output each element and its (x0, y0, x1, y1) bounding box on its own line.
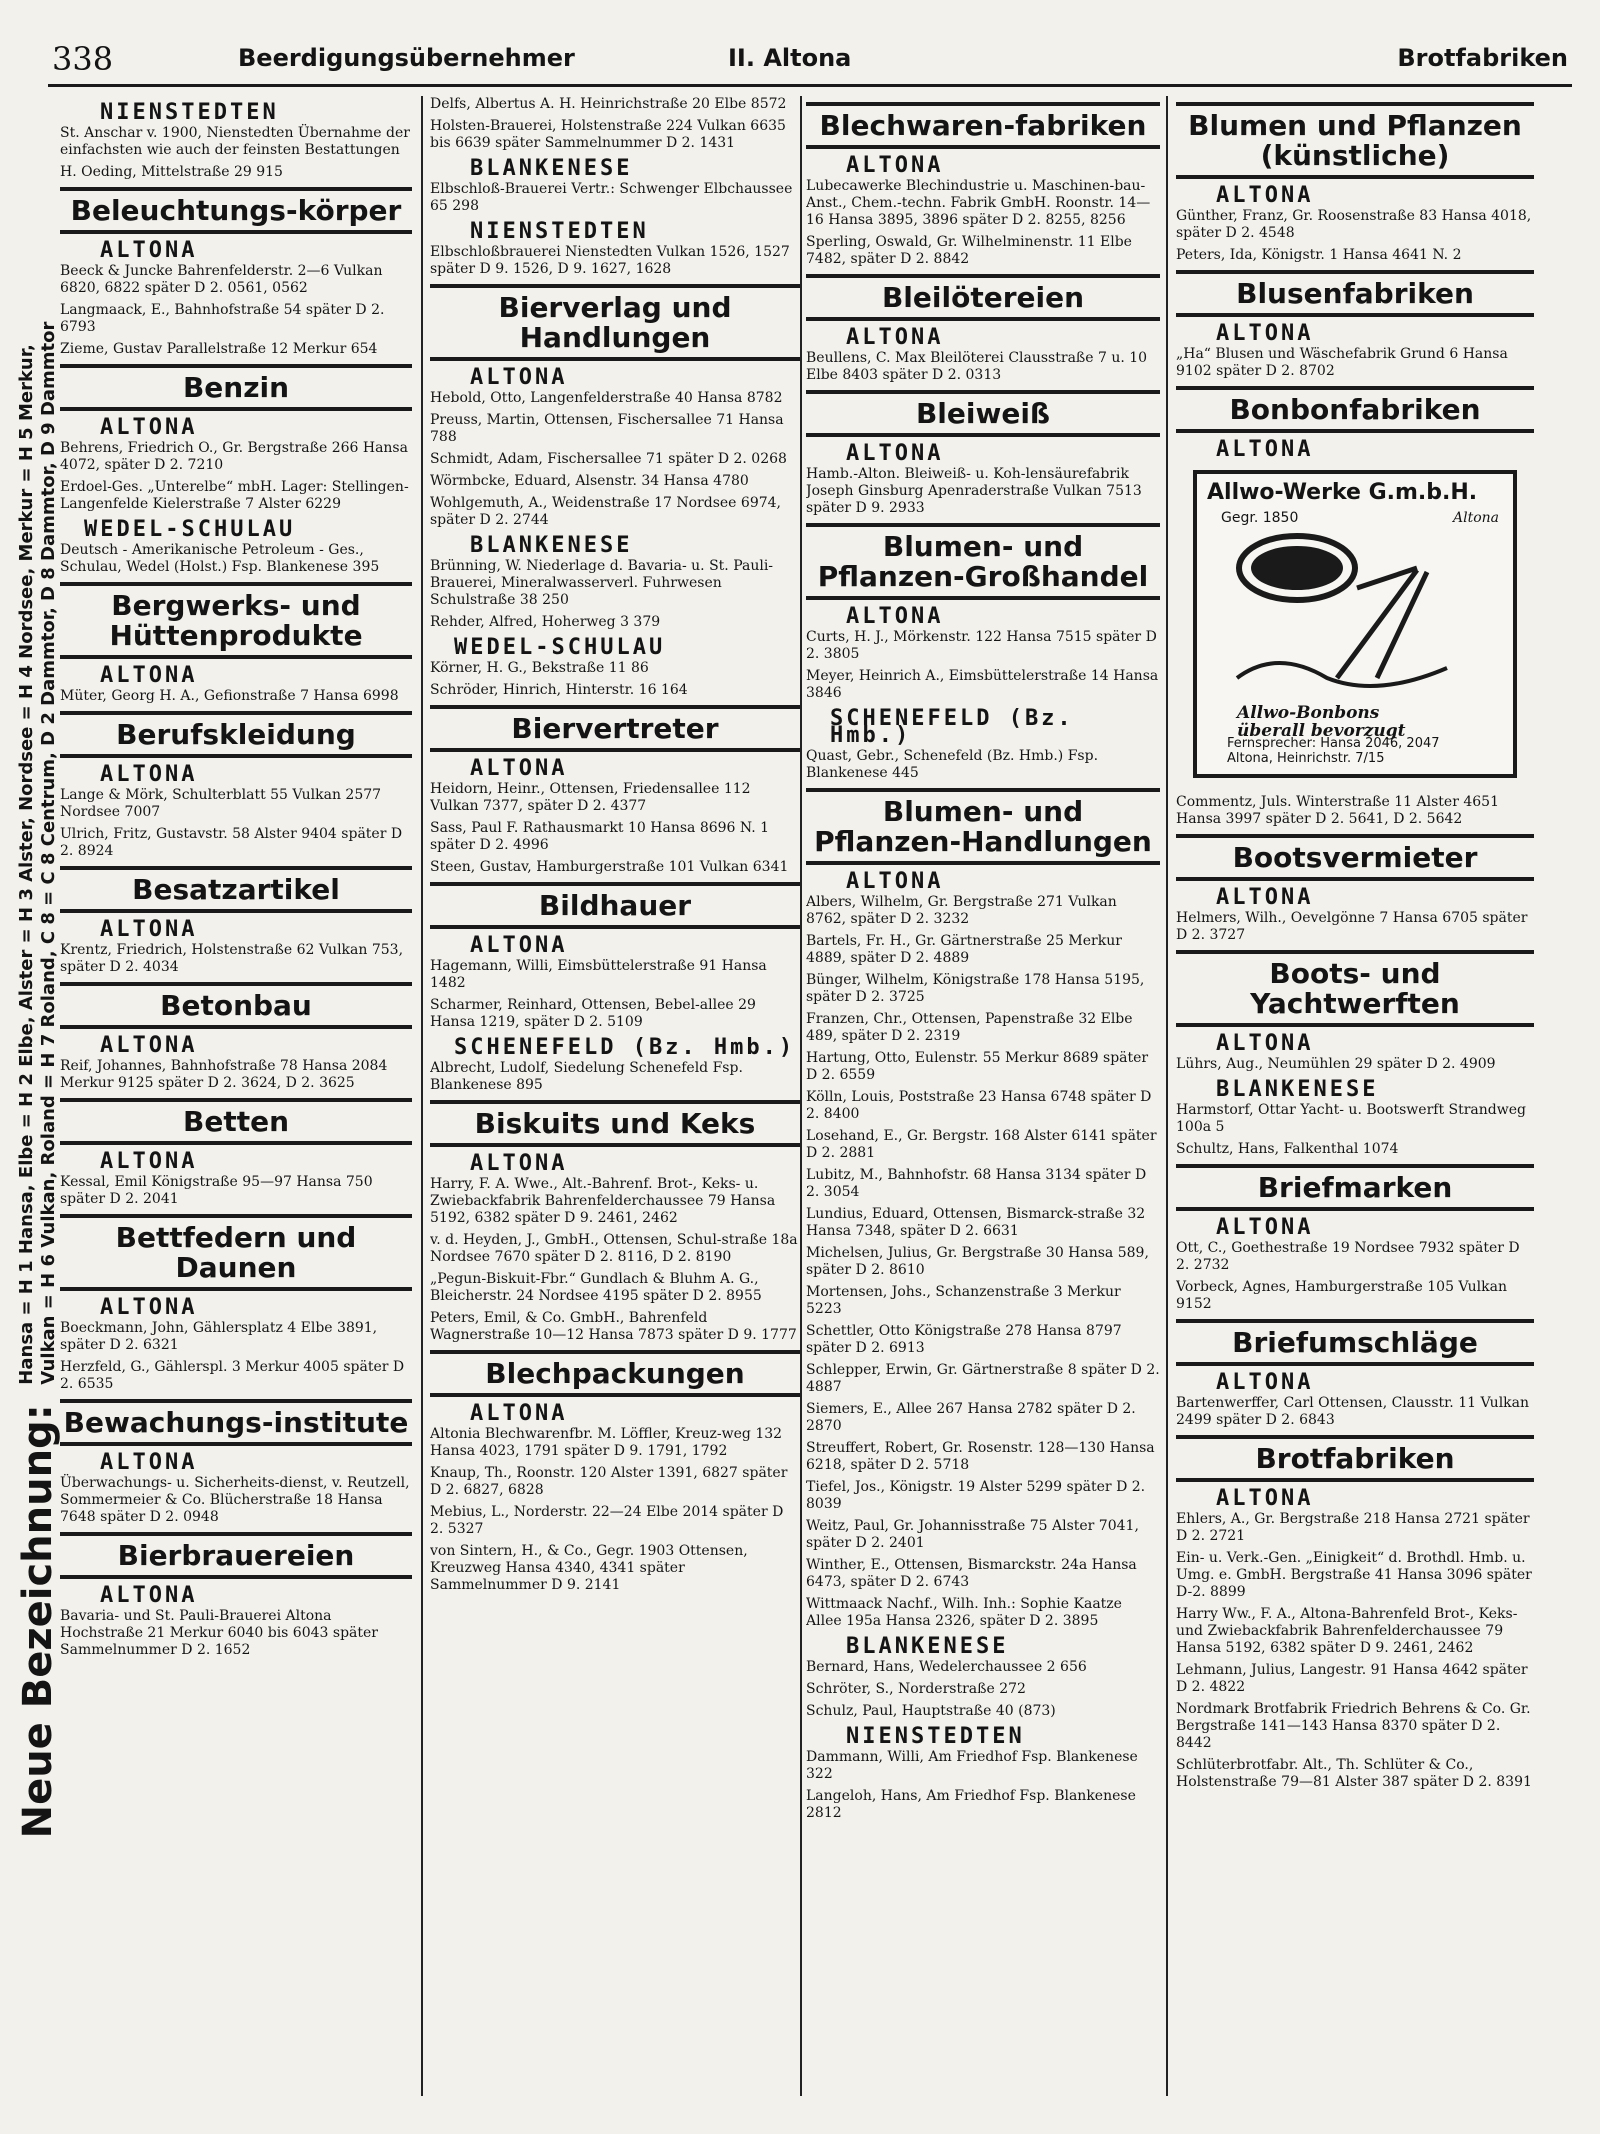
entry: Peters, Ida, Königstr. 1 Hansa 4641 N. 2 (1176, 247, 1462, 263)
column-divider (1166, 96, 1168, 2096)
entry: Bünger, Wilhelm, Königstraße 178 Hansa 5195, später D 2. 3725 (806, 972, 1145, 1005)
entry: Siemers, E., Allee 267 Hansa 2782 später D 2. 2870 (806, 1401, 1136, 1434)
entry: Albrecht, Ludolf, Siedelung Schenefeld Fsp. Blankenese 895 (430, 1060, 743, 1093)
entry: Michelsen, Julius, Gr. Bergstraße 30 Hansa 589, später D 2. 8610 (806, 1245, 1149, 1278)
header-center-heading: II. Altona (728, 44, 852, 72)
city-heading: BLANKENESE (846, 1634, 1009, 1659)
city-heading: BLANKENESE (1216, 1077, 1379, 1102)
entry: St. Anschar v. 1900, Nienstedten Übernahme der einfachsten wie auch der feinsten Bestattungen (60, 125, 410, 158)
column-4 (1176, 96, 1534, 2096)
allwo-advertisement (1193, 470, 1517, 778)
city-heading: ALTONA (470, 1151, 568, 1176)
entry: Albers, Wilhelm, Gr. Bergstraße 271 Vulkan 8762, später D 2. 3232 (806, 894, 1117, 927)
entry: Müter, Georg H. A., Gefionstraße 7 Hansa 6998 (60, 688, 399, 704)
entry: Nordmark Brotfabrik Friedrich Behrens & Co. Gr. Bergstraße 141—143 Hansa 8370 später D 2. 8442 (1176, 1701, 1531, 1751)
category-heading: Briefumschläge (1176, 1319, 1534, 1366)
entry: Lange & Mörk, Schulterblatt 55 Vulkan 2577 Nordsee 7007 (60, 787, 382, 820)
category-heading: Briefmarken (1176, 1164, 1534, 1211)
city-heading: WEDEL-SCHULAU (84, 517, 296, 542)
entry: Streuffert, Robert, Gr. Rosenstr. 128—130 Hansa 6218, später D 2. 5718 (806, 1440, 1155, 1473)
city-heading: ALTONA (100, 1295, 198, 1320)
category-heading: Blumen und Pflanzen (künstliche) (1176, 102, 1534, 179)
entry: Mebius, L., Norderstr. 22—24 Elbe 2014 später D 2. 5327 (430, 1504, 784, 1537)
entry: Rehder, Alfred, Hoherweg 3 379 (430, 614, 661, 630)
city-heading: ALTONA (470, 933, 568, 958)
category-heading: Blusenfabriken (1176, 270, 1534, 317)
entry: Ein- u. Verk.-Gen. „Einigkeit“ d. Brothdl. Hmb. u. Umg. e. GmbH. Bergstraße 41 Hansa 3096 später D-2. 8899 (1176, 1550, 1532, 1600)
entry: Hartung, Otto, Eulenstr. 55 Merkur 8689 später D 2. 6559 (806, 1050, 1149, 1083)
category-heading: Boots- und Yachtwerften (1176, 950, 1534, 1027)
entry: H. Oeding, Mittelstraße 29 915 (60, 164, 283, 180)
entry: Helmers, Wilh., Oevelgönne 7 Hansa 6705 später D 2. 3727 (1176, 910, 1528, 943)
entry: Hagemann, Willi, Eimsbüttelerstraße 91 Hansa 1482 (430, 958, 767, 991)
ad-slogan (1237, 704, 1406, 740)
entry: Lubitz, M., Bahnhofstr. 68 Hansa 3134 später D 2. 3054 (806, 1167, 1147, 1200)
entry: Bartenwerffer, Carl Ottensen, Clausstr. 11 Vulkan 2499 später D 2. 6843 (1176, 1395, 1530, 1428)
category-heading: Blechpackungen (430, 1350, 800, 1397)
entry: v. d. Heyden, J., GmbH., Ottensen, Schul-straße 18a Nordsee 7670 später D 2. 8116, D 2. 8190 (430, 1232, 798, 1265)
entry: Deutsch - Amerikanische Petroleum - Ges., Schulau, Wedel (Holst.) Fsp. Blankenese 395 (60, 542, 380, 575)
entry: Ulrich, Fritz, Gustavstr. 58 Alster 9404 später D 2. 8924 (60, 826, 403, 859)
entry: Lundius, Eduard, Ottensen, Bismarck-straße 32 Hansa 7348, später D 2. 6631 (806, 1206, 1146, 1239)
column-3 (806, 96, 1160, 2096)
city-heading: ALTONA (100, 1583, 198, 1608)
ad-slogan-2: überall bevorzugt (1237, 721, 1406, 741)
ad-title: Allwo-Werke G.m.b.H. (1207, 480, 1478, 505)
ad-city: Altona (1452, 510, 1499, 526)
entry: Schettler, Otto Königstraße 278 Hansa 8797 später D 2. 6913 (806, 1323, 1122, 1356)
entry: Harry, F. A. Wwe., Alt.-Bahrenf. Brot-, Keks- u. Zwiebackfabrik Bahrenfelderchaussee 79 Hansa 5192, 6382 später D 9. 2461, 2462 (430, 1176, 776, 1226)
entry: Commentz, Juls. Winterstraße 11 Alster 4651 Hansa 3997 später D 2. 5641, D 2. 5642 (1176, 794, 1499, 827)
entry: Überwachungs- u. Sicherheits-dienst, v. Reutzell, Sommermeier & Co. Blücherstraße 18 Hansa 7648 später D 2. 0948 (60, 1475, 410, 1525)
candy-tongs-illustration-icon (1217, 528, 1487, 698)
ad-contact (1227, 736, 1440, 766)
entry: Curts, H. J., Mörkenstr. 122 Hansa 7515 später D 2. 3805 (806, 629, 1157, 662)
city-heading: ALTONA (100, 238, 198, 263)
category-heading: Bierbrauereien (60, 1532, 412, 1579)
city-heading: BLANKENESE (470, 533, 633, 558)
category-heading: Blumen- und Pflanzen-Großhandel (806, 523, 1160, 600)
city-heading: NIENSTEDTEN (100, 100, 279, 125)
entry: Wörmbcke, Eduard, Alsenstr. 34 Hansa 4780 (430, 473, 749, 489)
entry: Bartels, Fr. H., Gr. Gärtnerstraße 25 Merkur 4889, später D 2. 4889 (806, 933, 1122, 966)
entry: Peters, Emil, & Co. GmbH., Bahrenfeld Wagnerstraße 10—12 Hansa 7873 später D 9. 1777 (430, 1310, 797, 1343)
entry: Boeckmann, John, Gählersplatz 4 Elbe 3891, später D 2. 6321 (60, 1320, 378, 1353)
entry: von Sintern, H., & Co., Gegr. 1903 Ottensen, Kreuzweg Hansa 4340, 4341 später Sammelnummer D 9. 2141 (430, 1543, 748, 1593)
column-2 (430, 96, 800, 2096)
city-heading: NIENSTEDTEN (846, 1724, 1025, 1749)
entry: Ehlers, A., Gr. Bergstraße 218 Hansa 2721 später D 2. 2721 (1176, 1511, 1530, 1544)
entry: Schmidt, Adam, Fischersallee 71 später D 2. 0268 (430, 451, 787, 467)
entry: Sass, Paul F. Rathausmarkt 10 Hansa 8696 N. 1 später D 2. 4996 (430, 820, 770, 853)
city-heading: SCHENEFELD (Bz. Hmb.) (830, 706, 1074, 748)
entry: Schlüterbrotfabr. Alt., Th. Schlüter & Co., Holstenstraße 79—81 Alster 387 später D 2. 8391 (1176, 1757, 1532, 1790)
category-heading: Bildhauer (430, 882, 800, 929)
entry: Beeck & Juncke Bahrenfelderstr. 2—6 Vulkan 6820, 6822 später D 2. 0561, 0562 (60, 263, 383, 296)
entry: Harmstorf, Ottar Yacht- u. Bootswerft Strandweg 100a 5 (1176, 1102, 1526, 1135)
category-heading: Bettfedern und Daunen (60, 1214, 412, 1291)
entry: Langeloh, Hans, Am Friedhof Fsp. Blankenese 2812 (806, 1788, 1136, 1821)
category-heading: Bootsvermieter (1176, 834, 1534, 881)
city-heading: SCHENEFELD (Bz. Hmb.) (454, 1035, 796, 1060)
entry: Mortensen, Johs., Schanzenstraße 3 Merkur 5223 (806, 1284, 1121, 1317)
entry: Meyer, Heinrich A., Eimsbüttelerstraße 14 Hansa 3846 (806, 668, 1159, 701)
entry: Hebold, Otto, Langenfelderstraße 40 Hansa 8782 (430, 390, 783, 406)
entry: Lehmann, Julius, Langestr. 91 Hansa 4642 später D 2. 4822 (1176, 1662, 1528, 1695)
entry: Preuss, Martin, Ottensen, Fischersallee 71 Hansa 788 (430, 412, 784, 445)
entry: Reif, Johannes, Bahnhofstraße 78 Hansa 2084 Merkur 9125 später D 2. 3624, D 2. 3625 (60, 1058, 388, 1091)
city-heading: ALTONA (470, 365, 568, 390)
ad-phone: Fernsprecher: Hansa 2046, 2047 (1227, 736, 1440, 751)
entry: Kölln, Louis, Poststraße 23 Hansa 6748 später D 2. 8400 (806, 1089, 1152, 1122)
entry: Sperling, Oswald, Gr. Wilhelminenstr. 11 Elbe 7482, später D 2. 8842 (806, 234, 1132, 267)
city-heading: ALTONA (470, 756, 568, 781)
entry: Langmaack, E., Bahnhofstraße 54 später D 2. 6793 (60, 302, 385, 335)
entry: Beullens, C. Max Bleilöterei Clausstraße 7 u. 10 Elbe 8403 später D 2. 0313 (806, 350, 1148, 383)
city-heading: ALTONA (470, 1401, 568, 1426)
entry: Schröter, S., Norderstraße 272 (806, 1681, 1026, 1697)
entry: Tiefel, Jos., Königstr. 19 Alster 5299 später D 2. 8039 (806, 1479, 1146, 1512)
category-heading: Brotfabriken (1176, 1435, 1534, 1482)
category-heading: Berufskleidung (60, 711, 412, 758)
category-heading: Betonbau (60, 982, 412, 1029)
entry: Krentz, Friedrich, Holstenstraße 62 Vulkan 753, später D 2. 4034 (60, 942, 404, 975)
city-heading: ALTONA (1216, 1486, 1314, 1511)
entry: Franzen, Chr., Ottensen, Papenstraße 32 Elbe 489, später D 2. 2319 (806, 1011, 1133, 1044)
city-heading: ALTONA (100, 1450, 198, 1475)
city-heading: ALTONA (100, 663, 198, 688)
entry: Herzfeld, G., Gählerspl. 3 Merkur 4005 später D 2. 6535 (60, 1359, 405, 1392)
entry: Elbschloßbrauerei Nienstedten Vulkan 1526, 1527 später D 9. 1526, D 9. 1627, 1628 (430, 244, 790, 277)
entry: Behrens, Friedrich O., Gr. Bergstraße 266 Hansa 4072, später D 2. 7210 (60, 440, 408, 473)
entry: Wittmaack Nachf., Wilh. Inh.: Sophie Kaatze Allee 195a Hansa 2326, später D 2. 3895 (806, 1596, 1122, 1629)
category-heading: Bleiweiß (806, 390, 1160, 437)
ad-founded: Gegr. 1850 (1221, 510, 1299, 526)
entry: Winther, E., Ottensen, Bismarckstr. 24a Hansa 6473, später D 2. 6743 (806, 1557, 1137, 1590)
sidebar-codes (16, 322, 60, 1385)
city-heading: ALTONA (100, 917, 198, 942)
category-heading: Beleuchtungs-körper (60, 187, 412, 234)
column-1 (60, 96, 412, 2096)
city-heading: WEDEL-SCHULAU (454, 635, 666, 660)
column-divider (421, 96, 423, 2096)
entry: Bavaria- und St. Pauli-Brauerei Altona Hochstraße 21 Merkur 6040 bis 6043 später Sammelnummer D 2. 1652 (60, 1608, 378, 1658)
entry: Erdoel-Ges. „Unterelbe“ mbH. Lager: Stellingen-Langenfelde Kielerstraße 7 Alster 6229 (60, 479, 409, 512)
entry: Ott, C., Goethestraße 19 Nordsee 7932 später D 2. 2732 (1176, 1240, 1520, 1273)
ad-address: Altona, Heinrichstr. 7/15 (1227, 751, 1385, 766)
entry: Schultz, Hans, Falkenthal 1074 (1176, 1141, 1399, 1157)
entry: Wohlgemuth, A., Weidenstraße 17 Nordsee 6974, später D 2. 2744 (430, 495, 781, 528)
header-right-heading: Brotfabriken (1397, 44, 1568, 72)
entry: Lubecawerke Blechindustrie u. Maschinen-bau-Anst., Chem.-techn. Fabrik GmbH. Roonstr. 14—16 Hansa 3895, 3896 später D 2. 8255, 8256 (806, 178, 1151, 228)
city-heading: ALTONA (846, 441, 944, 466)
city-heading: ALTONA (100, 415, 198, 440)
entry: Kessal, Emil Königstraße 95—97 Hansa 750 später D 2. 2041 (60, 1174, 373, 1207)
category-heading: Biskuits und Keks (430, 1100, 800, 1147)
city-heading: NIENSTEDTEN (470, 219, 649, 244)
entry: Zieme, Gustav Parallelstraße 12 Merkur 654 (60, 341, 378, 357)
entry: Heidorn, Heinr., Ottensen, Friedensallee 112 Vulkan 7377, später D 2. 4377 (430, 781, 751, 814)
entry: Bernard, Hans, Wedelerchaussee 2 656 (806, 1659, 1087, 1675)
category-heading: Bleilötereien (806, 274, 1160, 321)
city-heading: ALTONA (1216, 1215, 1314, 1240)
entry: Elbschloß-Brauerei Vertr.: Schwenger Elbchaussee 65 298 (430, 181, 793, 214)
entry: Lührs, Aug., Neumühlen 29 später D 2. 4909 (1176, 1056, 1496, 1072)
entry: Harry Ww., F. A., Altona-Bahrenfeld Brot-, Keks- und Zwiebackfabrik Bahrenfelderchaussee 79 Hansa 5192, 6382 später D 9. 2461, 2462 (1176, 1606, 1518, 1656)
column-divider (800, 96, 802, 2096)
entry: Knaup, Th., Roonstr. 120 Alster 1391, 6827 später D 2. 6827, 6828 (430, 1465, 788, 1498)
entry: Delfs, Albertus A. H. Heinrichstraße 20 Elbe 8572 (430, 96, 787, 112)
city-heading: ALTONA (1216, 183, 1314, 208)
entry: Scharmer, Reinhard, Ottensen, Bebel-allee 29 Hansa 1219, später D 2. 5109 (430, 997, 756, 1030)
city-heading: ALTONA (1216, 321, 1314, 346)
category-heading: Bonbonfabriken (1176, 386, 1534, 433)
entry: Schröder, Hinrich, Hinterstr. 16 164 (430, 682, 688, 698)
entry: Dammann, Willi, Am Friedhof Fsp. Blankenese 322 (806, 1749, 1138, 1782)
city-heading: ALTONA (100, 762, 198, 787)
city-heading: ALTONA (1216, 1370, 1314, 1395)
entry: „Pegun-Biskuit-Fbr.“ Gundlach & Bluhm A. G., Bleicherstr. 24 Nordsee 4195 später D 2. 8955 (430, 1271, 762, 1304)
sidebar-line-2: Vulkan = H 6 Vulkan, Roland = H 7 Roland, C 8 = C 8 Centrum, D 2 Dammtor, D 8 Dammtor, D 9 Dammtor (38, 321, 59, 1385)
city-heading: ALTONA (846, 325, 944, 350)
entry: Schlepper, Erwin, Gr. Gärtnerstraße 8 später D 2. 4887 (806, 1362, 1160, 1395)
entry: Schulz, Paul, Hauptstraße 40 (873) (806, 1703, 1056, 1719)
entry: Günther, Franz, Gr. Roosenstraße 83 Hansa 4018, später D 2. 4548 (1176, 208, 1532, 241)
entry: Hamb.-Alton. Bleiweiß- u. Koh-lensäurefabrik Joseph Ginsburg Apenraderstraße Vulkan 7513 später D 9. 2933 (806, 466, 1142, 516)
city-heading: ALTONA (846, 153, 944, 178)
entry: Losehand, E., Gr. Bergstr. 168 Alster 6141 später D 2. 2881 (806, 1128, 1157, 1161)
entry: Quast, Gebr., Schenefeld (Bz. Hmb.) Fsp. Blankenese 445 (806, 748, 1099, 781)
entry: Vorbeck, Agnes, Hamburgerstraße 105 Vulkan 9152 (1176, 1279, 1507, 1312)
city-heading: BLANKENESE (470, 156, 633, 181)
entry: Holsten-Brauerei, Holstenstraße 224 Vulkan 6635 bis 6639 später Sammelnummer D 2. 1431 (430, 118, 786, 151)
city-heading: ALTONA (846, 869, 944, 894)
city-heading: ALTONA (846, 604, 944, 629)
entry: Steen, Gustav, Hamburgerstraße 101 Vulkan 6341 (430, 859, 789, 875)
city-heading: ALTONA (100, 1033, 198, 1058)
ad-slogan-1: Allwo-Bonbons (1237, 703, 1380, 723)
category-heading: Bewachungs-institute (60, 1399, 412, 1446)
category-heading: Blumen- und Pflanzen-Handlungen (806, 788, 1160, 865)
category-heading: Blechwaren-fabriken (806, 102, 1160, 149)
category-heading: Betten (60, 1098, 412, 1145)
category-heading: Biervertreter (430, 705, 800, 752)
entry: Brünning, W. Niederlage d. Bavaria- u. St. Pauli-Brauerei, Mineralwasserverl. Fuhrwesen Schulstraße 38 250 (430, 558, 774, 608)
entry: Altonia Blechwarenfbr. M. Löffler, Kreuz-weg 132 Hansa 4023, 1791 später D 9. 1791, 1792 (430, 1426, 783, 1459)
category-heading: Bergwerks- und Hüttenprodukte (60, 582, 412, 659)
city-heading: ALTONA (1216, 885, 1314, 910)
entry: Weitz, Paul, Gr. Johannisstraße 75 Alster 7041, später D 2. 2401 (806, 1518, 1139, 1551)
category-heading: Benzin (60, 364, 412, 411)
entry: Körner, H. G., Bekstraße 11 86 (430, 660, 649, 676)
city-heading: ALTONA (1216, 1031, 1314, 1056)
header-left-heading: Beerdigungsübernehmer (238, 44, 575, 72)
category-heading: Bierverlag und Handlungen (430, 284, 800, 361)
sidebar-big-text: Neue Bezeichnung: (15, 1404, 61, 1839)
city-heading: ALTONA (100, 1149, 198, 1174)
category-heading: Besatzartikel (60, 866, 412, 913)
city-heading: ALTONA (1216, 437, 1314, 462)
page-number: 338 (52, 40, 114, 78)
entry: „Ha“ Blusen und Wäschefabrik Grund 6 Hansa 9102 später D 2. 8702 (1176, 346, 1508, 379)
sidebar-rotated-text (15, 322, 61, 1839)
sidebar-line-1: Hansa = H 1 Hansa, Elbe = H 2 Elbe, Alster = H 3 Alster, Nordsee = H 4 Nordsee, Merkur = H 5 Merkur, (16, 344, 37, 1385)
page-header (48, 40, 1572, 87)
